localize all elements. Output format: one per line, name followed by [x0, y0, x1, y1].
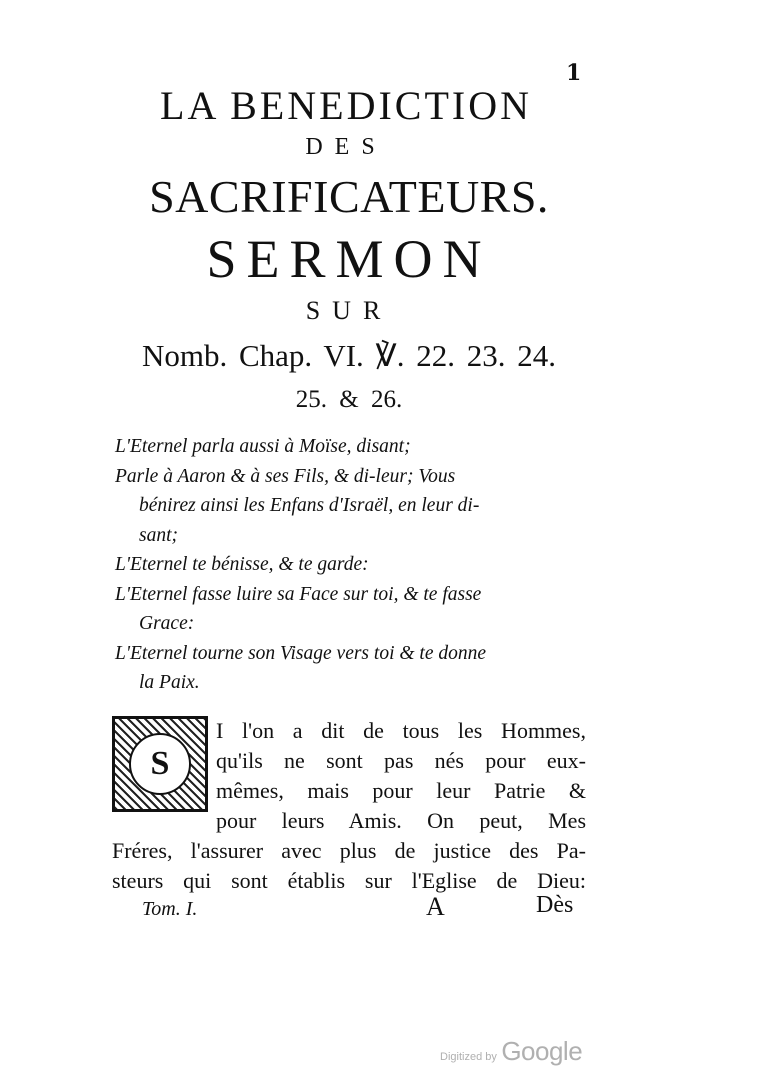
verse-line: Grace:	[139, 613, 195, 634]
page-number: 1	[566, 60, 582, 86]
title-line-benediction: LA BENEDICTION	[160, 83, 532, 128]
verse-line: Parle à Aaron & à ses Fils, & di-leur; Vous	[115, 465, 456, 487]
watermark-prefix: Digitized by	[440, 1051, 497, 1063]
title-line-sur: SUR	[305, 296, 393, 325]
google-watermark	[440, 1036, 582, 1067]
verse-line: la Paix.	[139, 672, 200, 693]
scripture-reference-continued: 25. & 26.	[295, 386, 403, 413]
verse-line: L'Eternel te bénisse, & te garde:	[115, 554, 369, 575]
drop-cap-letter: S	[129, 733, 191, 795]
signature-mark: A	[426, 892, 445, 921]
body-line: steurs qui sont établis sur l'Eglise de Dieu:	[112, 868, 586, 893]
scripture-reference: Nomb. Chap. VI. ℣. 22. 23. 24.	[141, 338, 557, 373]
verse-line: L'Eternel tourne son Visage vers toi & te donne	[115, 642, 487, 664]
body-line: mêmes, mais pour leur Patrie &	[216, 778, 586, 803]
body-line: qu'ils ne sont pas nés pour eux-	[216, 748, 586, 773]
title-line-des: DES	[305, 134, 387, 160]
title-line-sermon: SERMON	[206, 229, 492, 289]
body-text-beside-cap	[216, 716, 586, 836]
catchword: Dès	[536, 892, 574, 918]
verse-line: L'Eternel parla aussi à Moïse, disant;	[115, 436, 411, 457]
volume-mark: Tom. I.	[142, 898, 198, 920]
ornamental-drop-cap	[112, 716, 208, 812]
body-line: pour leurs Amis. On peut, Mes	[216, 808, 586, 833]
verse-block	[115, 432, 589, 698]
verse-line: sant;	[139, 524, 178, 546]
verse-line: L'Eternel fasse luire sa Face sur toi, & te fasse	[115, 583, 482, 605]
watermark-brand: Google	[501, 1036, 583, 1066]
body-line: I l'on a dit de tous les Hommes,	[216, 718, 586, 743]
verse-line: bénirez ainsi les Enfans d'Israël, en leur di-	[139, 495, 480, 516]
body-text-full-width	[112, 836, 586, 896]
body-line: Fréres, l'assurer avec plus de justice des Pa-	[112, 838, 586, 863]
title-line-sacrificateurs: SACRIFICATEURS.	[149, 171, 549, 222]
